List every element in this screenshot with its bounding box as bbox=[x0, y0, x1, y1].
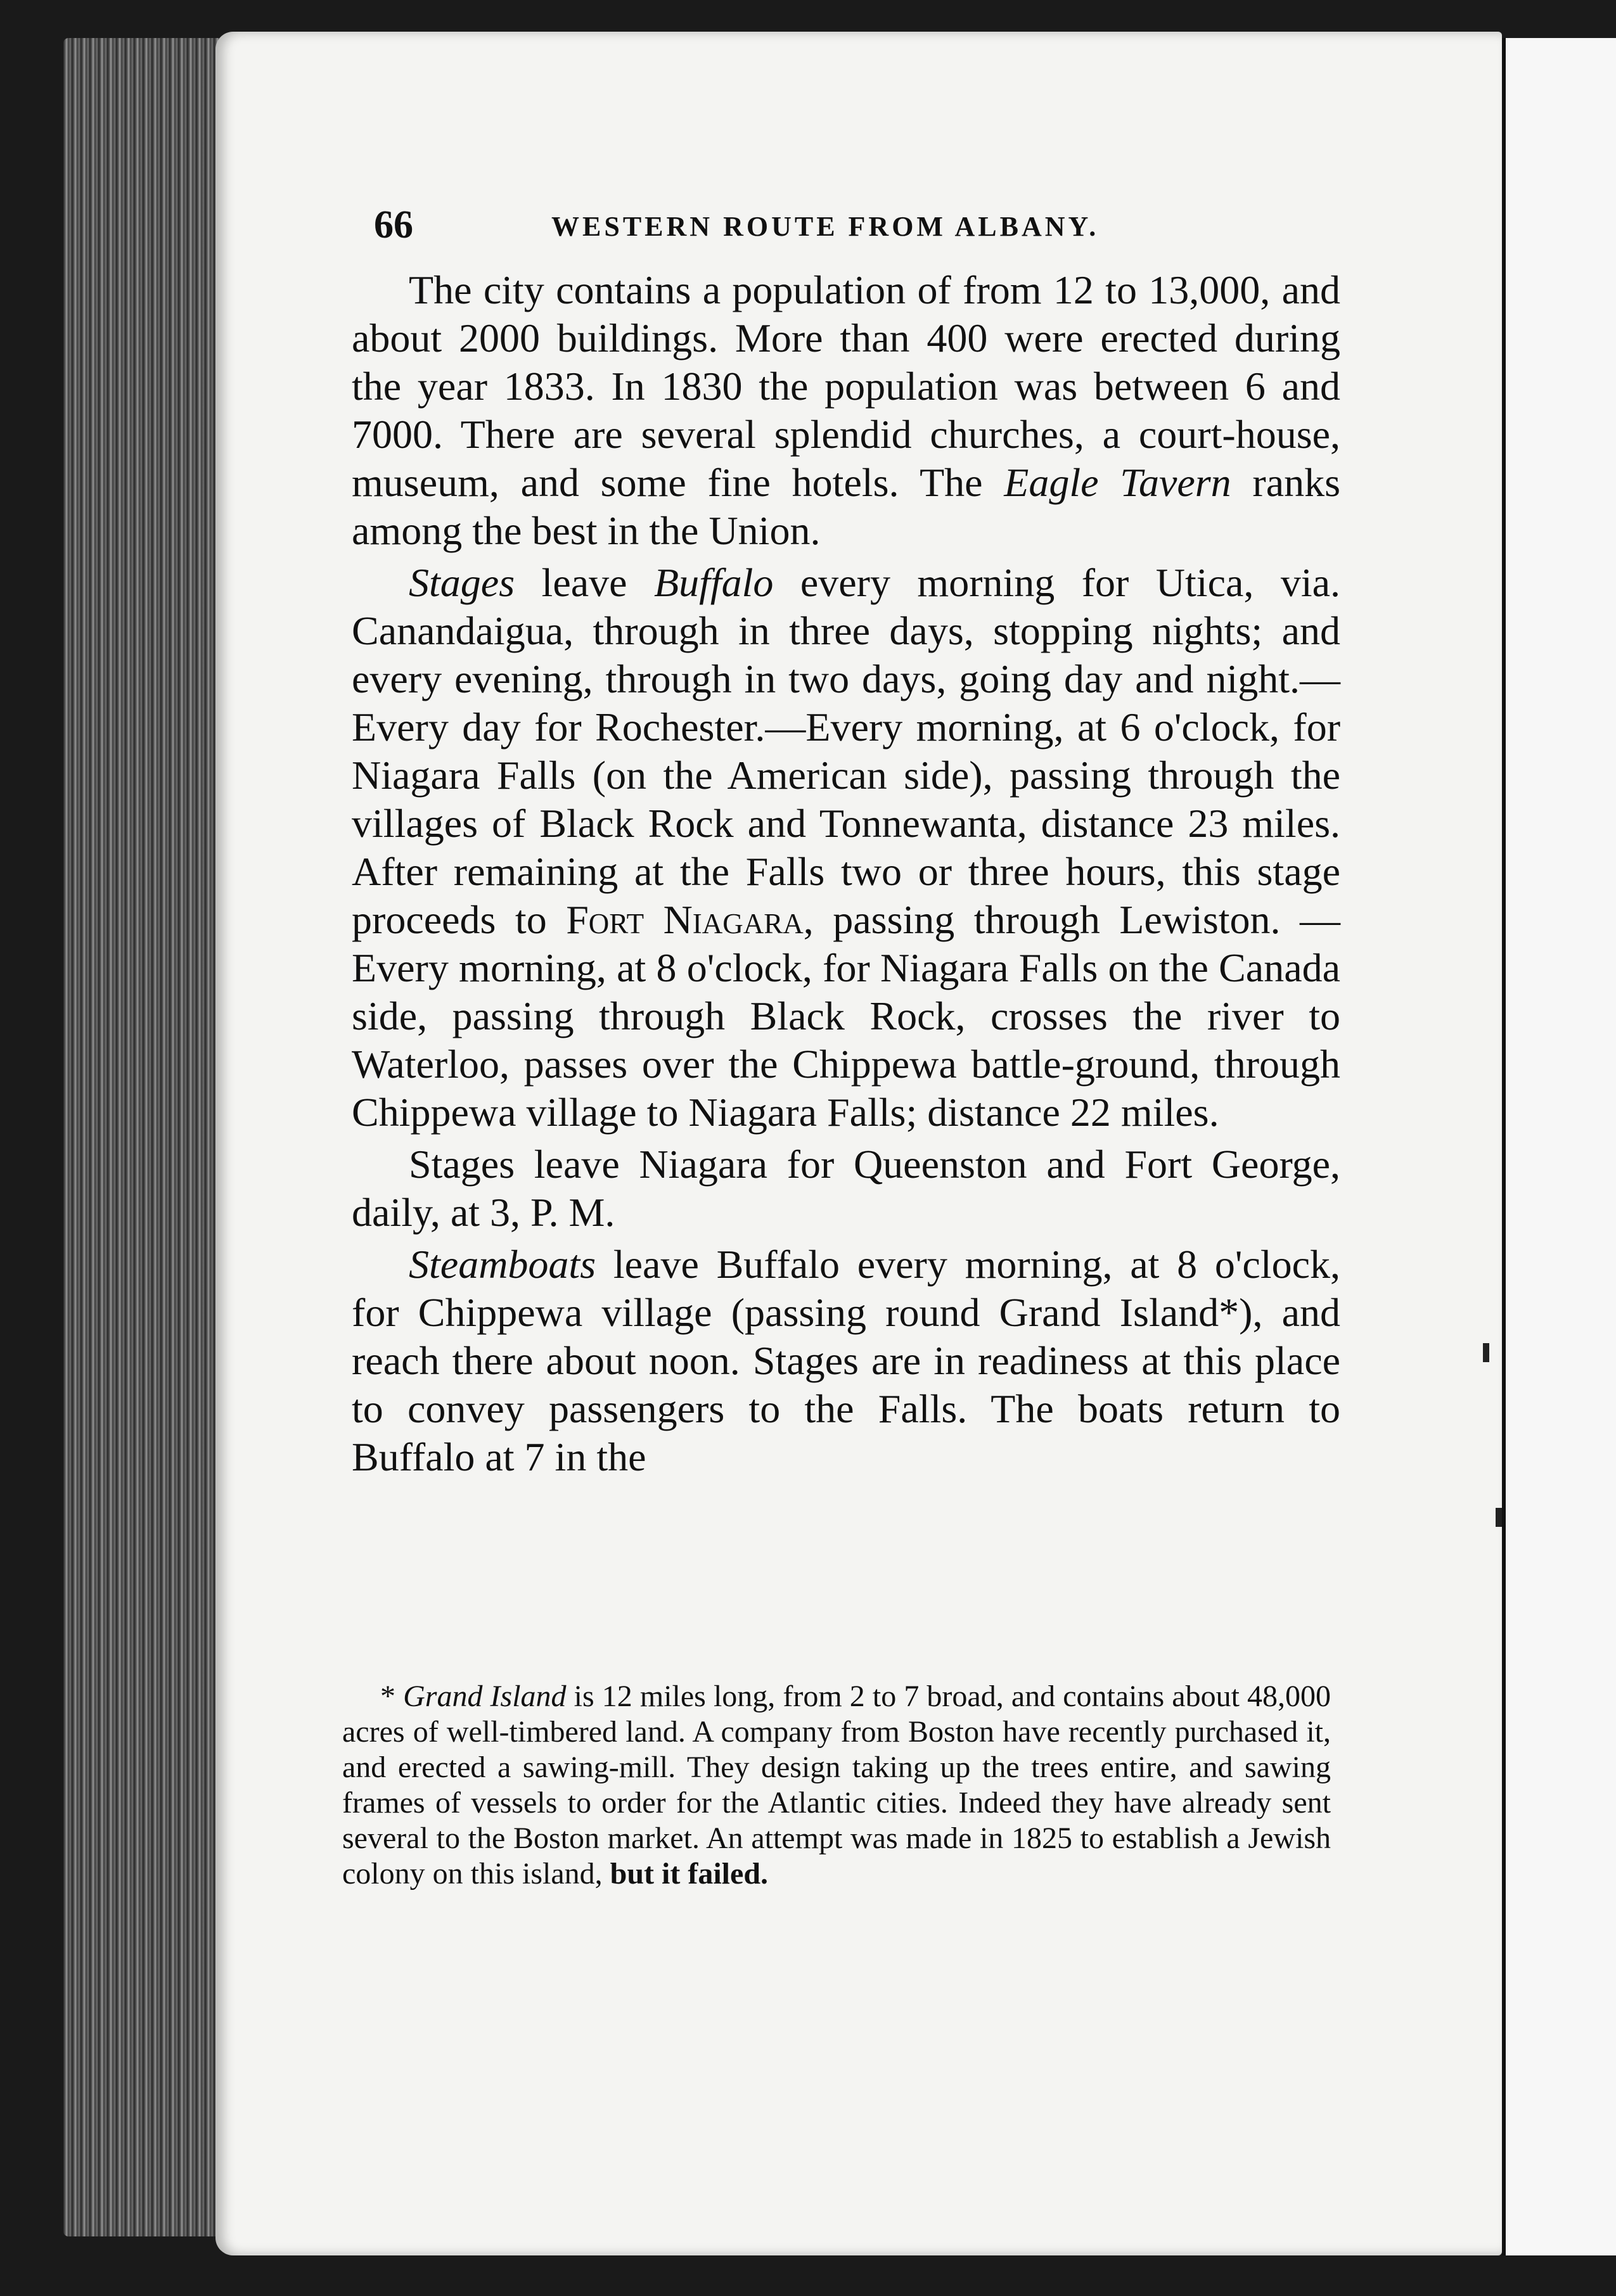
text-run: Stages leave Niagara for Queenston and Fort George, daily, at 3, P. M. bbox=[352, 1142, 1340, 1235]
footnote-ending: but it failed. bbox=[610, 1857, 769, 1891]
body-paragraph bbox=[352, 1240, 1340, 1481]
page-header bbox=[374, 203, 1337, 260]
text-run: The city contains a population of from 12 to 13,000, and about 2000 buildings. More than 400 were erected during the year 1833. In 1830 the population was between 6 and 7000. There are several splendid churches, a court-house, museum, and some fine hotels. The bbox=[352, 267, 1340, 505]
page-number: 66 bbox=[374, 203, 413, 246]
text-run: every morning for Utica, via. Canandaigua, through in three days, stopping nights; and every evening, through in two days, going day and night.—Every day for Rochester.—Every morning, at 6 o'clock, for Niagara Falls (on the American side), passing through the villages of Black Rock and Tonnewanta, distance 23 miles. After remaining at the Falls two or three hours, this stage proceeds to bbox=[352, 560, 1340, 942]
scan-artifact bbox=[1496, 1508, 1502, 1527]
footnote-paragraph bbox=[342, 1679, 1331, 1892]
body-paragraph bbox=[352, 559, 1340, 1137]
book-page-edges bbox=[63, 38, 228, 2236]
text-run: leave Buffalo every morning, at 8 o'clock, for Chippewa village (passing round Grand Island*), and reach there about noon. Stages are in readiness at this place to convey passengers to the Falls. The boats return to Buffalo at 7 in the bbox=[352, 1242, 1340, 1479]
text-run: Steamboats bbox=[409, 1242, 596, 1287]
footnote-text: is 12 miles long, from 2 to 7 broad, and contains about 48,000 acres of well-timbered land. A company from Boston have recently purchased it, and erected a sawing-mill. They design taking up the trees entire, and sawing frames of vessels to order for the Atlantic cities. Indeed they have already sent several to the Boston market. An attempt was made in 1825 to establish a Jewish colony on this island, bbox=[342, 1680, 1331, 1891]
footnote-marker: * bbox=[380, 1680, 404, 1713]
text-run: , passing through Lewiston. —Every morning, at 8 o'clock, for Niagara Falls on the Canada side, passing through Black Rock, crosses the river to Waterloo, passes over the Chippewa battle-ground, through Chippewa village to Niagara Falls; distance 22 miles. bbox=[352, 897, 1340, 1135]
text-run: Stages bbox=[409, 560, 515, 605]
text-run: Buffalo bbox=[653, 560, 774, 605]
text-run: ranks among the best in the Union. bbox=[352, 460, 1341, 553]
text-run: leave bbox=[515, 560, 654, 605]
facing-page-edge bbox=[1502, 38, 1616, 2255]
scan-artifact bbox=[1483, 1343, 1489, 1362]
text-run: Eagle Tavern bbox=[1004, 460, 1231, 505]
footnote bbox=[342, 1679, 1331, 1892]
body-paragraph bbox=[352, 266, 1340, 555]
text-run: Fort Niagara bbox=[566, 897, 804, 942]
footnote-title: Grand Island bbox=[403, 1680, 567, 1713]
body-paragraph bbox=[352, 1140, 1340, 1237]
running-head: WESTERN ROUTE FROM ALBANY. bbox=[551, 211, 1100, 242]
body-text bbox=[352, 266, 1340, 1481]
